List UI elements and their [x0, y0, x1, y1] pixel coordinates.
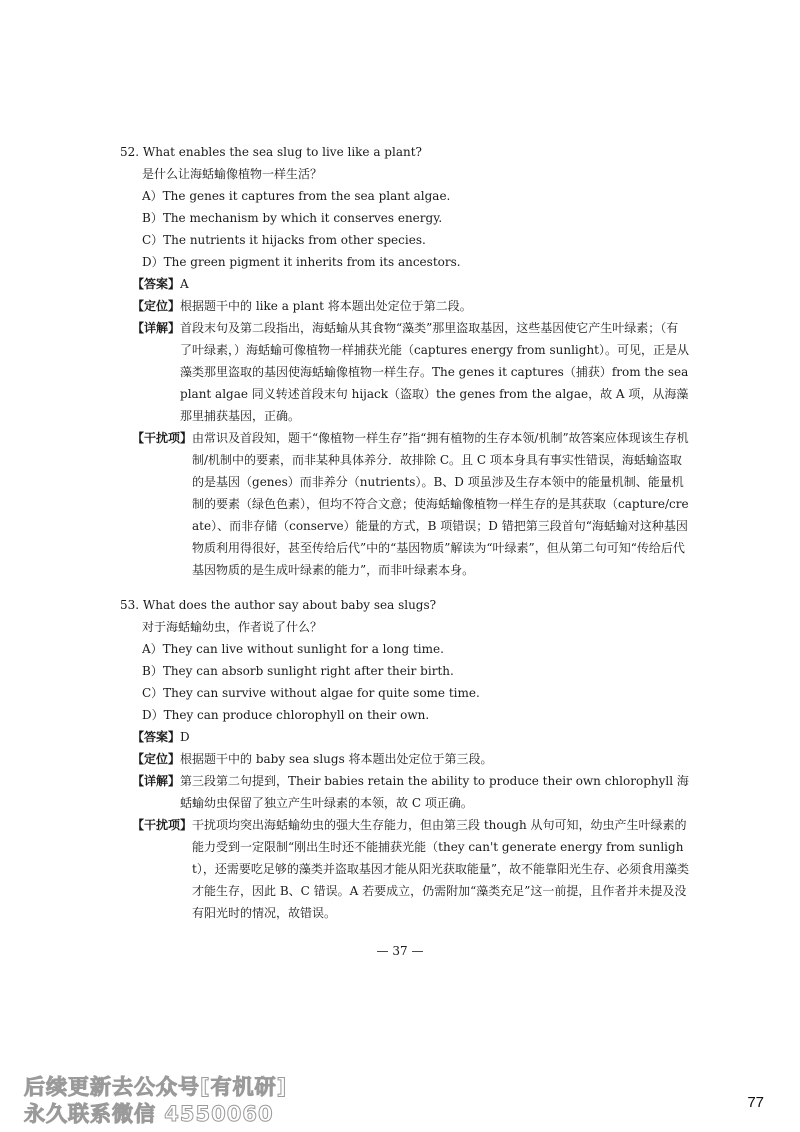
watermark-line-1: 后续更新去公众号[有机研] — [24, 1075, 288, 1099]
option-c: C）They can survive without algae for quite some time. — [142, 686, 480, 700]
answer-row — [120, 273, 690, 295]
distractor-row — [120, 814, 690, 924]
question-53 — [120, 594, 690, 924]
answer-row — [120, 726, 690, 748]
explain-row — [120, 317, 690, 427]
option-d: D）They can produce chlorophyll on their own. — [142, 708, 430, 722]
explain-label: 【详解】 — [132, 774, 181, 788]
locate-label: 【定位】 — [132, 752, 181, 766]
question-52 — [120, 141, 690, 581]
locate-text: 根据题干中的 baby sea slugs 将本题出处定位于第三段。 — [180, 752, 493, 766]
option-c: C）The nutrients it hijacks from other species. — [142, 233, 426, 247]
locate-row — [120, 295, 690, 317]
locate-row — [120, 748, 690, 770]
option-a: A）They can live without sunlight for a long time. — [142, 642, 444, 656]
explain-text: 首段末句及第二段指出，海蛞蝓从其食物“藻类”那里盗取基因，这些基因使它产生叶绿素；（有了叶绿素，）海蛞蝓可像植物一样捕获光能（captures energy from sunlight）。可见，正是从藻类那里盗取的基因使海蛞蝓像植物一样生存。The genes it captures（捕获）from the sea plant algae 同义转述首段末句 hijack（盗取）the genes from the algae，故 A 项，从海藻那里捕获基因，正确。 — [180, 321, 689, 423]
distractor-row — [120, 427, 690, 581]
distractor-label: 【干扰项】 — [132, 818, 193, 832]
question-53-cn: 对于海蛞蝓幼虫，作者说了什么？ — [142, 620, 323, 634]
question-52-cn: 是什么让海蛞蝓像植物一样生活？ — [142, 167, 323, 181]
explain-label: 【详解】 — [132, 321, 181, 335]
answer-label: 【答案】 — [132, 730, 181, 744]
answer-label: 【答案】 — [132, 277, 181, 291]
question-53-en: 53. What does the author say about baby sea slugs? — [120, 598, 437, 612]
explain-row — [120, 770, 690, 814]
watermark — [24, 1074, 287, 1128]
option-b: B）They can absorb sunlight right after their birth. — [142, 664, 454, 678]
distractor-text: 干扰项均突出海蛞蝓幼虫的强大生存能力，但由第三段 though 从句可知，幼虫产生叶绿素的能力受到一定限制“刚出生时还不能捕获光能（they can't generate energy from sunlight），还需要吃足够的藻类并盗取基因才能从阳光获取能量”，故不能靠阳光生存、必须食用藻类才能生存，因此 B、C 错误。A 若要成立，仍需附加“藻类充足”这一前提，且作者并未提及没有阳光时的情况，故错误。 — [192, 818, 689, 920]
option-d: D）The green pigment it inherits from its ancestors. — [142, 255, 461, 269]
question-52-en: 52. What enables the sea slug to live like a plant? — [120, 145, 422, 159]
locate-label: 【定位】 — [132, 299, 181, 313]
answer-value: A — [180, 277, 189, 291]
watermark-line-2: 永久联系微信 4550060 — [24, 1102, 274, 1126]
answer-value: D — [180, 730, 190, 744]
option-a: A）The genes it captures from the sea plant algae. — [142, 189, 451, 203]
corner-page-number: 77 — [747, 1094, 764, 1111]
locate-text: 根据题干中的 like a plant 将本题出处定位于第二段。 — [180, 299, 472, 313]
distractor-text: 由常识及首段知，题干“像植物一样生存”指“拥有植物的生存本领/机制”故答案应体现该生存机制/机制中的要素，而非某种具体养分．故排除 C。且 C 项本身具有事实性错误，海蛞蝓盗取的是基因（genes）而非养分（nutrients）。B、D 项虽涉及生存本领中的能量机制、能量机制的要素（绿色色素），但均不符合文意；使海蛞蝓像植物一样生存的是其获取（capture/create）、而非存储（conserve）能量的方式，B 项错误；D 错把第三段首句“海蛞蝓对这种基因物质利用得很好，甚至传给后代”中的“基因物质”解读为“叶绿素”，但从第二句可知“传给后代基因物质的是生成叶绿素的能力”，而非叶绿素本身。 — [192, 431, 689, 577]
page-number: — 37 — — [376, 944, 424, 958]
distractor-label: 【干扰项】 — [132, 431, 193, 445]
explain-text: 第三段第二句提到，Their babies retain the ability to produce their own chlorophyll 海蛞蝓幼虫保留了独立产生叶绿素的本领，故 C 项正确。 — [180, 774, 689, 810]
option-b: B）The mechanism by which it conserves energy. — [142, 211, 443, 225]
